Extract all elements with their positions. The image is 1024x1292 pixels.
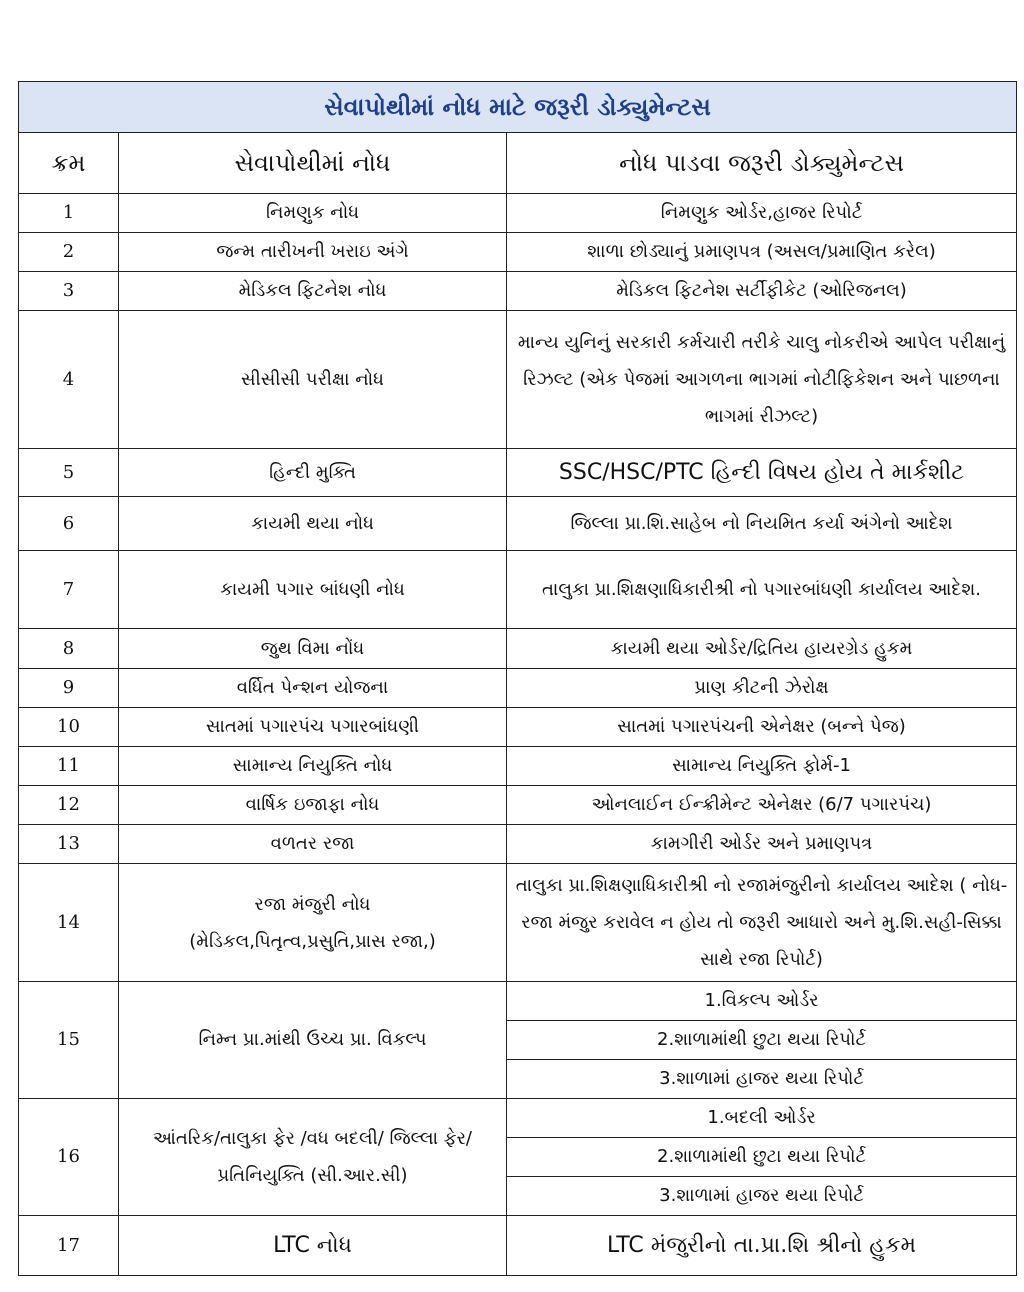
service-entry: સીસીસી પરીક્ષા નોધ [119, 311, 507, 449]
header-docs: નોધ પાડવા જરૂરી ડોક્યુમેન્ટસ [507, 133, 1017, 194]
table-row [19, 1216, 1017, 1276]
title-row [19, 82, 1017, 133]
service-entry: જુથ વિમા નોંધ [119, 629, 507, 669]
table-row [19, 825, 1017, 864]
service-entry: નિમણુક નોધ [119, 194, 507, 233]
row-number: 17 [19, 1216, 119, 1276]
required-document: તાલુકા પ્રા.શિક્ષણાધિકારીશ્રી નો પગારબાંધણી કાર્યાલય આદેશ. [507, 551, 1017, 629]
service-entry-subline: (મેડિકલ,પિતૃત્વ,પ્રસુતિ,પ્રાસ રજા,) [189, 930, 436, 952]
required-document: નિમણુક ઓર્ડર,હાજર રિપોર્ટ [507, 194, 1017, 233]
service-entry: નિમ્ન પ્રા.માંથી ઉચ્ચ પ્રા. વિકલ્પ [119, 982, 507, 1099]
required-document: કાયમી થયા ઓર્ડર/દ્રિતિય હાયરગ્રેડ હુકમ [507, 629, 1017, 669]
required-document: SSC/HSC/PTC હિન્દી વિષય હોય તે માર્કશીટ [507, 449, 1017, 497]
table-row [19, 629, 1017, 669]
required-document: ઓનલાઈન ઈન્ક્રીમેન્ટ એનેક્ષર (6/7 પગારપંચ) [507, 786, 1017, 825]
service-entry: જન્મ તારીખની ખરાઇ અંગે [119, 233, 507, 272]
table-title: સેવાપોથીમાં નોધ માટે જરૂરી ડોક્યુમેન્ટસ [19, 82, 1017, 133]
table-row [19, 311, 1017, 449]
required-document: શાળા છોડ્યાનું પ્રમાણપત્ર (અસલ/પ્રમાણિત કરેલ) [507, 233, 1017, 272]
required-document: 2.શાળામાંથી છુટા થયા રિપોર્ટ [507, 1021, 1017, 1060]
service-entry: વાર્ષિક ઇજાફા નોધ [119, 786, 507, 825]
table-row [19, 194, 1017, 233]
table-row [19, 669, 1017, 708]
service-entry: કાયમી પગાર બાંધણી નોધ [119, 551, 507, 629]
required-document: 1.વિકલ્પ ઓર્ડર [507, 982, 1017, 1021]
required-document: માન્ય યુનિનું સરકારી કર્મચારી તરીકે ચાલુ નોકરીએ આપેલ પરીક્ષાનું રિઝલ્ટ (એક પેજમાં આગળના ભાગમાં નોટીફિકેશન અને પાછળના ભાગમાં રીઝલ્ટ) [507, 311, 1017, 449]
service-entry: વળતર રજા [119, 825, 507, 864]
row-number: 7 [19, 551, 119, 629]
service-entry: મેડિકલ ફિટનેશ નોધ [119, 272, 507, 311]
header-entry: સેવાપોથીમાં નોધ [119, 133, 507, 194]
row-number: 5 [19, 449, 119, 497]
row-number: 3 [19, 272, 119, 311]
required-document: 2.શાળામાંથી છુટા થયા રિપોર્ટ [507, 1138, 1017, 1177]
table-row [19, 786, 1017, 825]
required-document: કામગીરી ઓર્ડર અને પ્રમાણપત્ર [507, 825, 1017, 864]
service-entry: આંતરિક/તાલુકા ફેર /વધ બદલી/ જિલ્લા ફેર/પ્રતિનિયુક્તિ (સી.આર.સી) [119, 1099, 507, 1216]
row-number: 2 [19, 233, 119, 272]
table-row [19, 864, 1017, 982]
row-number: 14 [19, 864, 119, 982]
table-row [19, 233, 1017, 272]
service-book-documents-table [18, 81, 1017, 1276]
document-table-wrapper [18, 81, 1016, 1276]
row-number: 13 [19, 825, 119, 864]
header-num: ક્રમ [19, 133, 119, 194]
row-number: 1 [19, 194, 119, 233]
row-number: 16 [19, 1099, 119, 1216]
header-row [19, 133, 1017, 194]
row-number: 9 [19, 669, 119, 708]
required-document: તાલુકા પ્રા.શિક્ષણાધિકારીશ્રી નો રજામંજુરીનો કાર્યાલય આદેશ ( નોધ-રજા મંજુર કરાવેલ ન હોય તો જરૂરી આધારો અને મુ.શિ.સહી-સિક્કા સાથે રજા રિપોર્ટ) [507, 864, 1017, 982]
service-entry: હિન્દી મુક્તિ [119, 449, 507, 497]
table-row [19, 708, 1017, 747]
row-number: 15 [19, 982, 119, 1099]
required-document: સાતમાં પગારપંચની એનેક્ષર (બન્ને પેજ) [507, 708, 1017, 747]
required-document: 3.શાળામાં હાજર થયા રિપોર્ટ [507, 1177, 1017, 1216]
table-row [19, 272, 1017, 311]
service-entry: કાયમી થયા નોધ [119, 497, 507, 551]
table-row [19, 551, 1017, 629]
service-entry: વર્ધિત પેન્શન યોજના [119, 669, 507, 708]
row-number: 6 [19, 497, 119, 551]
row-number: 10 [19, 708, 119, 747]
required-document: સામાન્ય નિયુક્તિ ફોર્મ-1 [507, 747, 1017, 786]
required-document: જિલ્લા પ્રા.શિ.સાહેબ નો નિયમિત કર્યા અંગેનો આદેશ [507, 497, 1017, 551]
row-number: 8 [19, 629, 119, 669]
service-entry [119, 864, 507, 982]
service-entry: સામાન્ય નિયુક્તિ નોધ [119, 747, 507, 786]
table-row [19, 449, 1017, 497]
table-row [19, 982, 1017, 1021]
table-row [19, 1099, 1017, 1138]
table-row [19, 497, 1017, 551]
required-document: મેડિકલ ફિટનેશ સર્ટીફીકેટ (ઓરિજનલ) [507, 272, 1017, 311]
required-document: LTC મંજુરીનો તા.પ્રા.શિ શ્રીનો હુકમ [507, 1216, 1017, 1276]
required-document: 3.શાળામાં હાજર થયા રિપોર્ટ [507, 1060, 1017, 1099]
table-body [19, 194, 1017, 1276]
required-document: 1.બદલી ઓર્ડર [507, 1099, 1017, 1138]
row-number: 11 [19, 747, 119, 786]
row-number: 4 [19, 311, 119, 449]
service-entry: સાતમાં પગારપંચ પગારબાંધણી [119, 708, 507, 747]
row-number: 12 [19, 786, 119, 825]
table-row [19, 747, 1017, 786]
service-entry-line: રજા મંજુરી નોધ [254, 893, 371, 915]
service-entry: LTC નોધ [119, 1216, 507, 1276]
required-document: પ્રાણ કીટની ઝેરોક્ષ [507, 669, 1017, 708]
